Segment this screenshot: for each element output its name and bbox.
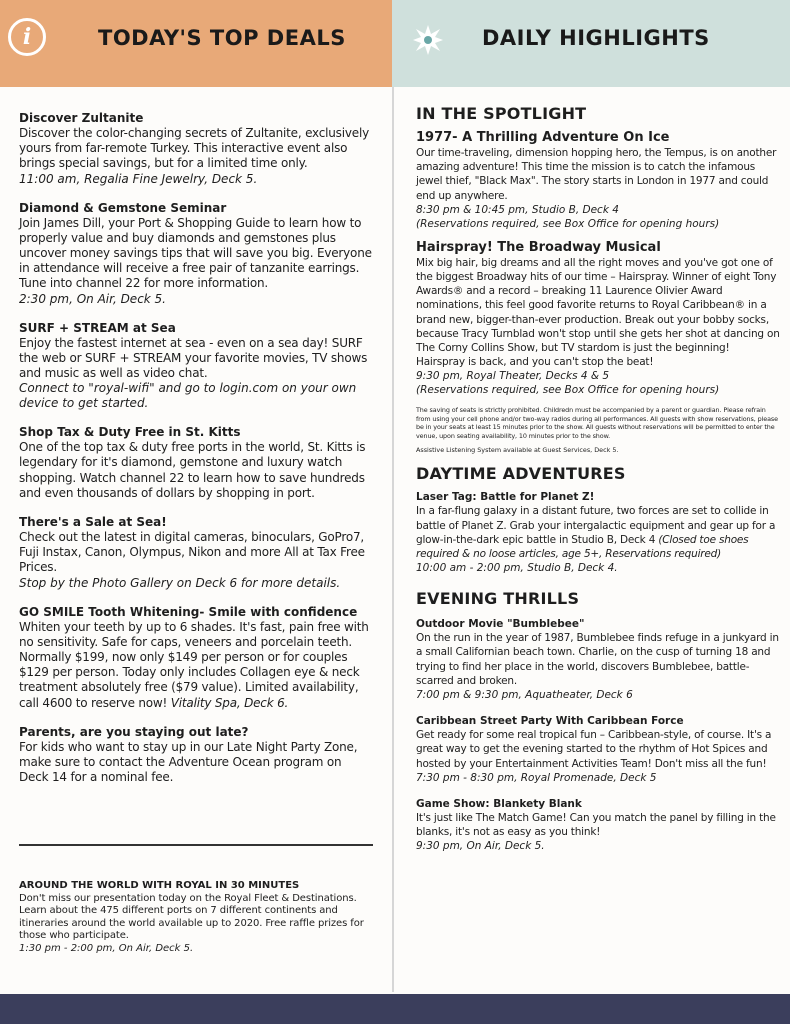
deal-desc-location: Vitality Spa, Deck 6. [170,695,289,710]
around-world-meta: 1:30 pm - 2:00 pm, On Air, Deck 5. [19,942,194,954]
deal-title: SURF + STREAM at Sea [19,320,176,335]
top-deals-title: TODAY'S TOP DEALS [98,26,346,50]
evening-heading: EVENING THRILLS [416,589,580,609]
info-icon: i [8,18,46,56]
deal-desc: Enjoy the fastest internet at sea - even on a sea day! SURF the web or SURF + STREAM your favorite movies, TV shows and music as well as video chat. [19,335,368,381]
spotlight-heading: IN THE SPOTLIGHT [416,104,587,123]
daytime-heading: DAYTIME ADVENTURES [416,464,626,484]
deal-st-kitts [19,425,374,501]
event-meta: 7:30 pm - 8:30 pm, Royal Promenade, Deck 5 [416,771,657,784]
deal-title: Diamond & Gemstone Seminar [19,200,227,215]
header-top-deals [0,0,392,87]
around-world-desc: Don't miss our presentation today on the Royal Fleet & Destinations. Learn about the 475 different ports on 7 different continents and itineraries around the world available up to 2020. Free raffle prizes for those who participate. [19,892,364,941]
event-desc-note: (Closed toe shoes required & no loose articles, age 5+, Reservations required) [416,533,749,561]
deal-desc: Check out the latest in digital cameras, binoculars, GoPro7, Fuji Instax, Canon, Olympus, Nikon and more All at Tax Free Prices. [19,530,365,575]
event-title: 1977- A Thrilling Adventure On Ice [416,130,670,145]
header-daily-highlights [392,0,790,87]
fine-print: The saving of seats is strictly prohibited. Childredn must be accompanied by a parent or guardian. Please refrain from using your cell phone and/or two-way radios during all performances. All guests with show reservations, please be in your seats at least 15 minutes prior to the show. All guests without reservations will be permitted to enter the venue, upon seating availability, 10 minutes prior to the show. [416,406,778,440]
footer-bar [0,994,790,1024]
event-desc: On the run in the year of 1987, Bumblebee finds refuge in a junkyard in a small Californian beach town. Charlie, on the cusp of turning 18 and trying to find her place in the world, discovers Bumblebee, battle-scarred and broken. [416,632,779,687]
event-title: Caribbean Street Party With Caribbean Force [416,715,684,728]
event-meta: 9:30 pm, On Air, Deck 5. [416,840,545,853]
event-desc: Mix big hair, big dreams and all the right moves and you've got one of the biggest Broadway hits of our time – Hairspray. Winner of eight Tony Awards® and a record – breaking 11 Laurence Olivier Award nominations, this feel good favorite returns to Royal Caribbean® in a brand new, bigger-than-ever production. Break out your bobby socks, because Tracy Turnblad won't stop until she gets her shot at dancing on The Corny Collins Show, but TV stardom is just the beginning! Hairspray is back, and you can't stop the beat! [416,256,780,369]
deal-meta: 11:00 am, Regalia Fine Jewelry, Deck 5. [19,171,258,186]
event-title: Outdoor Movie "Bumblebee" [416,618,585,631]
assistive-listening-note: Assistive Listening System available at Guest Services, Deck 5. [416,446,619,455]
deal-desc: For kids who want to stay up in our Late Night Party Zone, make sure to contact the Adventure Ocean program on Deck 14 for a nominal fee. [19,739,358,785]
deal-desc: Discover the color-changing secrets of Zultanite, exclusively yours from far-remote Turkey. This interactive event also brings special savings, but for a limited time only. [19,126,369,171]
daytime-item-laser-tag [416,490,781,575]
event-desc-text: In a far-flung galaxy in a distant future, two forces are set to collide in battle of Planet Z. Grab your intergalactic equipment and gear up for a glow-in-the-dark epic battle in Studio B, Deck 4 [416,505,776,546]
deal-diamond-seminar [19,201,374,307]
section-rule [19,844,373,846]
event-title: Hairspray! The Broadway Musical [416,239,661,255]
event-meta: 8:30 pm & 10:45 pm, Studio B, Deck 4 [416,203,619,216]
deal-desc: Join James Dill, your Port & Shopping Guide to learn how to properly value and buy diamonds and gemstones plus uncover money savings tips that will save you big. Everyone in attendance will receive a free pair of tanzanite earrings. Tune into channel 22 for more information. [19,215,372,291]
evening-item-game-show [416,797,781,853]
daily-highlights-list [416,104,781,862]
event-meta: 7:00 pm & 9:30 pm, Aquatheater, Deck 6 [416,689,633,702]
event-meta: 9:30 pm, Royal Theater, Decks 4 & 5 [416,370,610,383]
event-title: Game Show: Blankety Blank [416,797,582,810]
deal-zultanite [19,111,374,187]
around-world-title: AROUND THE WORLD WITH ROYAL IN 30 MINUTES [19,880,300,891]
event-desc: It's just like The Match Game! Can you match the panel by filling in the blanks, it's not as easy as you think! [416,811,776,838]
evening-item-bumblebee [416,617,781,702]
event-reservation: (Reservations required, see Box Office for opening hours) [416,217,720,230]
spotlight-item-hairspray [416,240,781,398]
deal-title: Discover Zultanite [19,111,144,125]
around-world-block [19,880,374,955]
deal-desc-text: Whiten your teeth by up to 6 shades. It's fast, pain free with no sensitivity. Safe for caps, veneers and porcelain teeth. Normally $199, now only $149 per person or for couples $129 per person. Today only includes Collagen eye & neck treatment absolutely free ($79 value). Limited availability, call 4600 to reserve now! [19,619,369,710]
event-desc [416,504,781,561]
evening-item-street-party [416,714,781,785]
event-meta: 10:00 am - 2:00 pm, Studio B, Deck 4. [416,562,618,575]
deal-desc: One of the top tax & duty free ports in the world, St. Kitts is legendary for it's diamond, gemstone and luxury watch shopping. Watch channel 22 to learn how to save hundreds and even thousands of dollars by shopping in port. [19,440,366,500]
deal-title: Shop Tax & Duty Free in St. Kitts [19,425,241,440]
deal-meta: 2:30 pm, On Air, Deck 5. [19,291,166,306]
event-title: Laser Tag: Battle for Planet Z! [416,491,595,504]
spotlight-item-ice [416,130,781,231]
deal-meta: Stop by the Photo Gallery on Deck 6 for more details. [19,575,341,590]
deal-go-smile [19,605,374,711]
top-deals-list [19,111,374,799]
event-reservation: (Reservations required, see Box Office for opening hours) [416,384,720,397]
event-desc: Our time-traveling, dimension hopping hero, the Tempus, is on another amazing adventure! This time the mission is to catch the infamous jewel thief, "Black Max". The story starts in London in 1977 and could end up anywhere. [416,147,777,202]
deal-surf-stream [19,321,374,412]
starburst-icon [412,24,444,56]
deal-parents-late [19,725,374,786]
daily-highlights-title: DAILY HIGHLIGHTS [482,26,710,50]
deal-title: Parents, are you staying out late? [19,724,249,739]
deal-title: GO SMILE Tooth Whitening- Smile with confidence [19,604,358,619]
deal-title: There's a Sale at Sea! [19,515,167,530]
deal-meta: Connect to "royal-wifi" and go to login.com on your own device to get started. [19,381,357,411]
deal-sale-at-sea [19,515,374,591]
column-divider [392,87,394,992]
deal-desc [19,620,374,711]
event-desc: Get ready for some real tropical fun – Caribbean-style, of course. It's a great way to get the evening started to the rhythm of Hot Spices and hosted by your Entertainment Activities Team! Don't miss all the fun! [416,729,772,770]
